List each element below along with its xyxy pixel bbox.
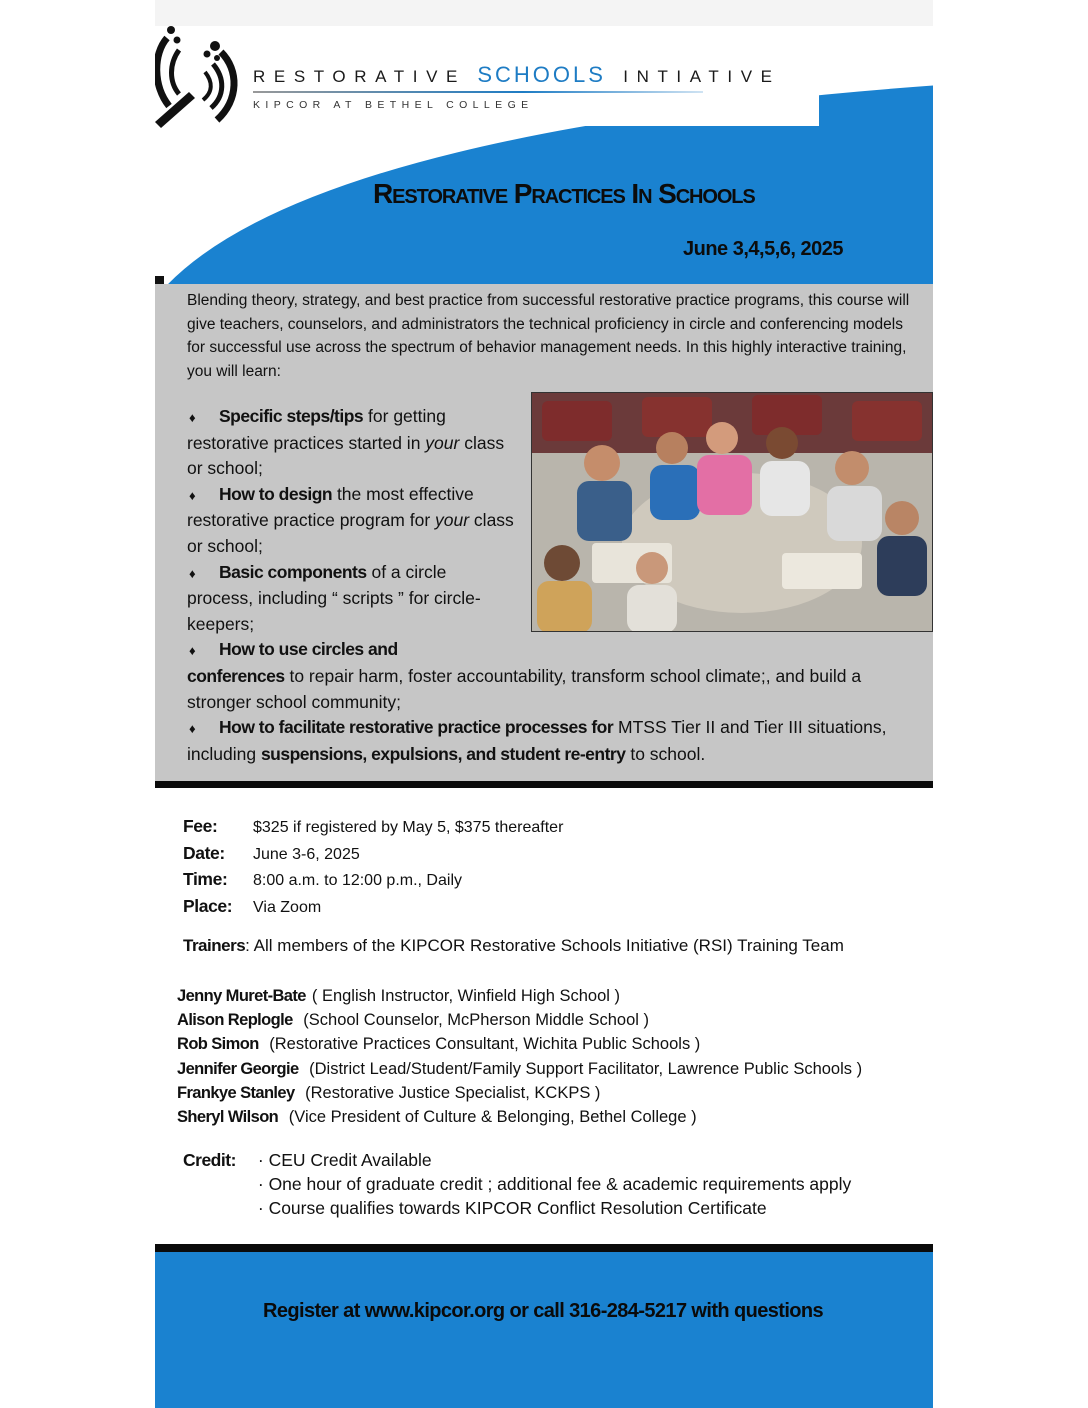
time-label: Time: <box>183 869 228 889</box>
course-dates: June 3,4,5,6, 2025 <box>683 238 844 260</box>
section-divider <box>155 781 933 788</box>
trainer-list <box>177 984 862 1129</box>
date-label-text: Date <box>183 842 220 863</box>
trainers-label: Trainers <box>183 936 246 955</box>
bullet-text: of a circle process, including “ scripts ” for circle-keepers; <box>187 561 481 634</box>
trainers-line <box>183 936 844 956</box>
list-item <box>187 404 517 482</box>
bullet-bold: Specific steps/tips <box>219 406 364 426</box>
logo-word-initiative: INTIATIVE <box>623 67 781 86</box>
credit-items <box>258 1148 851 1221</box>
bullet-text-end: class or school; <box>187 510 514 556</box>
logo-divider <box>253 91 703 93</box>
list-item <box>187 560 517 638</box>
trainer-role: (School Counselor, McPherson Middle School ) <box>298 1011 650 1030</box>
trainer-role: ( English Instructor, Winfield High School ) <box>311 987 620 1005</box>
trainer-row <box>177 1032 862 1056</box>
date-label: Date: <box>183 842 225 863</box>
credit-label: Credit: <box>183 1150 236 1170</box>
place-label: Place: <box>183 895 233 916</box>
bullet-text-end: class or school; <box>187 432 505 479</box>
credit-section <box>183 1148 851 1221</box>
list-item <box>187 715 927 767</box>
fee-value: $325 if registered by May 5, $375 thereafter <box>253 819 564 836</box>
fee-row <box>183 814 563 841</box>
trainer-name: Jennifer Georgie <box>177 1059 299 1078</box>
corner-mark <box>155 276 164 284</box>
trainers-value: : All members of the KIPCOR Restorative Schools Initiative (RSI) Training Team <box>245 936 844 955</box>
footer-divider <box>155 1244 933 1252</box>
flyer-page <box>155 0 933 1408</box>
trainer-row <box>177 984 862 1008</box>
diamond-bullet-icon: ♦ <box>189 643 196 659</box>
description-panel <box>155 284 933 781</box>
bullet-text: the most effective restorative practice program for <box>187 483 474 531</box>
restorative-schools-logo-icon <box>155 24 243 128</box>
credit-item: · Course qualifies towards KIPCOR Conflict Resolution Certificate <box>257 1198 767 1219</box>
trainer-name: Sheryl Wilson <box>177 1108 279 1127</box>
bullet-bold: How to facilitate restorative practice processes for <box>219 717 614 738</box>
list-item <box>187 482 517 560</box>
date-value: June 3-6, 2025 <box>253 845 360 863</box>
trainer-row <box>177 1105 862 1129</box>
bullet-text: for getting restorative practices started in <box>187 406 446 453</box>
trainer-row <box>177 1081 862 1105</box>
diamond-bullet-icon: ♦ <box>189 487 196 503</box>
date-row <box>183 841 563 868</box>
trainer-name: Frankye Stanley <box>177 1083 295 1102</box>
trainer-row <box>177 1057 862 1081</box>
bullet-italic: your <box>425 432 460 453</box>
credit-item: · CEU Credit Available <box>257 1150 432 1170</box>
logo-subtitle: KIPCOR AT BETHEL COLLEGE <box>253 99 534 111</box>
diamond-bullet-icon: ♦ <box>189 410 196 425</box>
bullet-bold: conferences <box>187 665 285 686</box>
registration-info: Register at www.kipcor.org or call 316-284-5217 with questions <box>263 1300 824 1322</box>
place-row <box>183 894 563 921</box>
header <box>155 0 933 285</box>
trainer-name: Rob Simon <box>177 1035 259 1054</box>
time-label-text: Time <box>183 869 222 889</box>
logo-wordmark <box>253 62 781 88</box>
course-details <box>183 814 563 920</box>
diamond-bullet-icon: ♦ <box>189 721 196 737</box>
trainer-role: (Restorative Justice Specialist, KCKPS ) <box>300 1083 601 1102</box>
trainer-row <box>177 1008 862 1032</box>
bullet-bold: suspensions, expulsions, and student re-entry <box>260 743 626 764</box>
trainer-role: (Restorative Practices Consultant, Wichita Public Schools ) <box>264 1035 701 1054</box>
fee-label-text: Fee <box>183 816 212 836</box>
trainer-name: Jenny Muret-Bate <box>177 987 306 1005</box>
intro-paragraph: Blending theory, strategy, and best practice from successful restorative practice programs, this course will give teachers, counselors, and administrators the technical proficiency in circle and conferencing models for successful use across the spectrum of behavior management needs. In this highly interactive training, you will learn: <box>187 292 910 380</box>
trainer-role: (District Lead/Student/Family Support Facilitator, Lawrence Public Schools ) <box>304 1059 863 1078</box>
list-item <box>187 637 927 715</box>
trainer-role: (Vice President of Culture & Belonging, Bethel College ) <box>284 1108 697 1127</box>
trainer-name: Alison Replogle <box>177 1011 293 1030</box>
page-title: Restorative Practices In Schools <box>373 178 755 209</box>
bullet-bold: How to design <box>219 483 333 504</box>
fee-label: Fee: <box>183 816 218 836</box>
bullet-bold: How to use circles and <box>219 639 398 660</box>
footer-banner <box>155 1252 933 1408</box>
bullet-bold: Basic components <box>219 561 367 582</box>
bullet-text: MTSS Tier II and Tier III situations, including <box>187 717 887 764</box>
credit-label-text: Credit <box>183 1150 231 1170</box>
logo-word-restorative: RESTORATIVE <box>253 67 466 86</box>
learning-outcomes-list <box>187 404 927 767</box>
bullet-italic: your <box>435 510 470 531</box>
time-row <box>183 867 563 894</box>
bullet-text-end: to school. <box>625 743 706 764</box>
logo-word-schools: SCHOOLS <box>477 62 606 87</box>
place-value: Via Zoom <box>253 898 322 916</box>
time-value: 8:00 a.m. to 12:00 p.m., Daily <box>253 872 462 889</box>
diamond-bullet-icon: ♦ <box>189 565 196 581</box>
credit-item: · One hour of graduate credit ; additional fee & academic requirements apply <box>257 1174 852 1195</box>
bullet-text: to repair harm, foster accountability, transform school climate;, and build a stronger school community; <box>187 665 862 712</box>
